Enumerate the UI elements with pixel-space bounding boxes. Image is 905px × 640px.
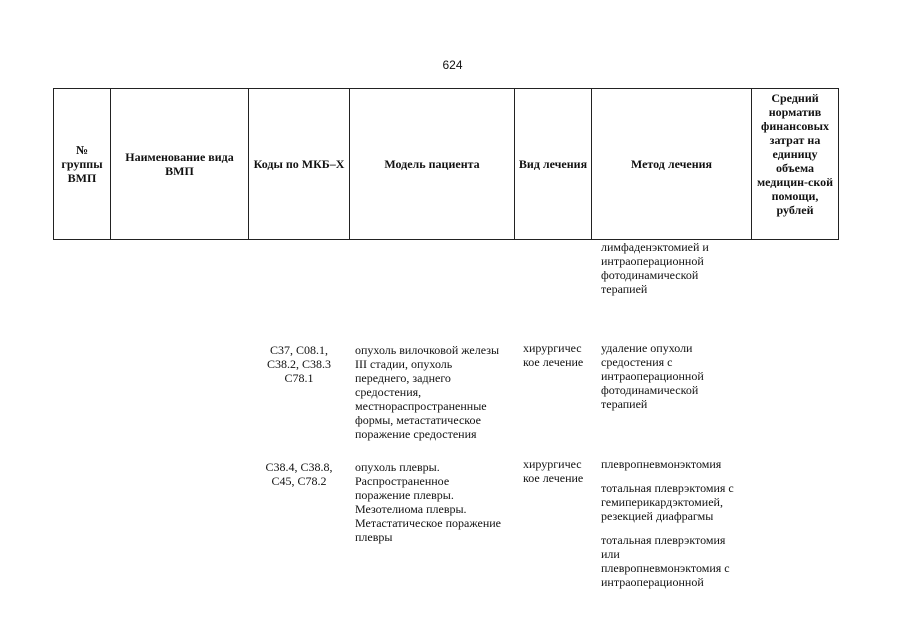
treatment-method: тотальная плеврэктомия или плевропневмонэктомия с интраоперационной [601,533,730,589]
page-number: 624 [442,58,463,72]
treatment-method: удаление опухоли средостения с интраоперационной фотодинамической терапией [601,341,704,411]
header-vmp-name: Наименование вида ВМП [111,89,249,240]
icd-codes: C37, C08.1, C38.2, C38.3 C78.1 [266,343,331,385]
header-treatment-kind: Вид лечения [515,89,592,240]
header-patient-model: Модель пациента [350,89,515,240]
header-group-number: № группы ВМП [54,89,111,240]
table-header [53,88,839,240]
header-average-cost: Средний норматив финансовых затрат на единицу объема медицин-ской помощи, рублей [752,89,839,240]
continuation-method: лимфаденэктомией и интраоперационной фотодинамической терапией [601,240,709,296]
treatment-kind: хирургичес кое лечение [523,341,584,369]
patient-model: опухоль вилочковой железы III стадии, опухоль переднего, заднего средостения, местнораспространенные формы, метастатическое поражение средостения [355,343,500,441]
icd-codes: C38.4, C38.8, C45, C78.2 [265,460,333,488]
treatment-kind: хирургичес кое лечение [523,457,584,485]
treatment-method: тотальная плеврэктомия с гемиперикардэктомией, резекцией диафрагмы [601,481,734,523]
header-icd-codes: Коды по МКБ–Х [249,89,350,240]
header-treatment-method: Метод лечения [592,89,752,240]
patient-model: опухоль плевры. Распространенное поражение плевры. Мезотелиома плевры. Метастатическое поражение плевры [355,460,502,544]
treatment-method: плевропневмонэктомия [601,457,722,471]
